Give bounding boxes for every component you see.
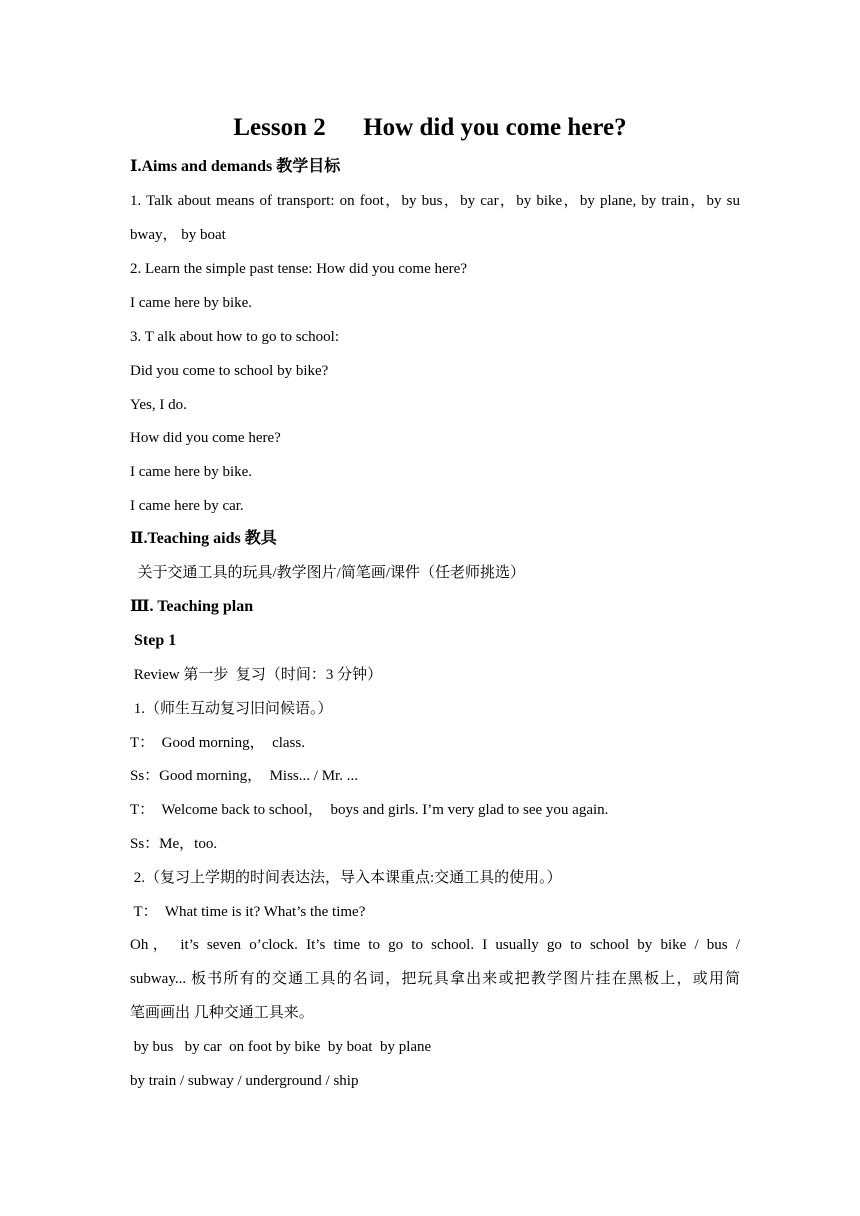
dialogue-line-3: T： Welcome back to school， boys and girls. I’m very glad to see you again. [130,802,609,818]
section-heading-aims: Ⅰ.Aims and demands 教学目标 [130,158,341,175]
teaching-aids-text: 关于交通工具的玩具/教学图片/简笔画/课件（任老师挑选） [130,565,526,581]
board-instruction-cont: 笔画画出 几种交通工具来。 [130,1005,314,1021]
dialogue-line-1: T： Good morning， class. [130,735,305,751]
board-instruction: subway... 板书所有的交通工具的名词，把玩具拿出来或把教学图片挂在黑板上，或用简 [130,971,740,987]
dialogue-line-2: Ss：Good morning， Miss... / Mr. ... [130,768,358,784]
aim-2-example: I came here by bike. [130,295,253,311]
transport-list-1: by bus by car on foot by bike by boat by plane [130,1039,432,1055]
section-heading-plan: Ⅲ. Teaching plan [130,598,254,615]
aim-3-example-2: Yes, I do. [130,397,187,413]
aim-3-example-1: Did you come to school by bike? [130,363,329,379]
aim-3-example-3: How did you come here? [130,430,281,446]
section-heading-aids: Ⅱ.Teaching aids 教具 [130,530,277,547]
dialogue-line-5: T： What time is it? What’s the time? [130,904,366,920]
aim-3-example-5: I came here by car. [130,498,244,514]
activity-1-note: 1.（师生互动复习旧问候语。） [130,701,333,717]
review-line: Review 第一步 复习（时间：3 分钟） [130,667,383,683]
aim-2-text: 2. Learn the simple past tense: How did you come here? [130,261,467,277]
aim-1-text: 1. Talk about means of transport: on foot，by bus，by car，by bike，by plane, by train，by su [130,193,740,209]
aim-1-text-cont: bway， by boat [130,227,226,243]
step-1-heading: Step 1 [130,632,177,649]
dialogue-line-4: Ss：Me，too. [130,836,218,852]
dialogue-line-6: Oh， it’s seven o’clock. It’s time to go to school. I usually go to school by bike / bus / [130,937,740,953]
activity-2-note: 2.（复习上学期的时间表达法，导入本课重点:交通工具的使用。） [130,870,562,886]
lesson-title: Lesson 2 How did you come here? [233,114,627,141]
aim-3-text: 3. T alk about how to go to school: [130,329,340,345]
aim-3-example-4: I came here by bike. [130,464,253,480]
transport-list-2: by train / subway / underground / ship [130,1073,359,1089]
